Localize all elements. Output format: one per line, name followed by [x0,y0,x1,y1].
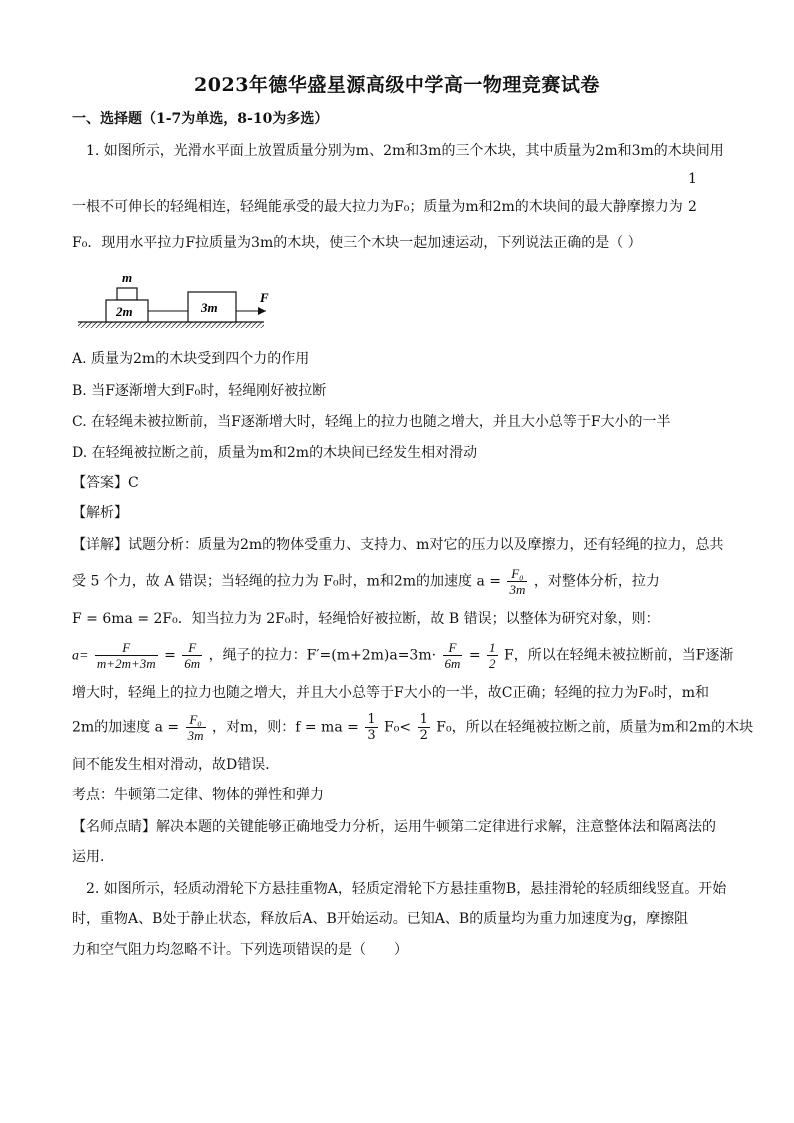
fraction-numerator: F [182,640,202,656]
detail-text: F₀，所以在轻绳被拉断之前，质量为m和2m的木块 [436,719,754,736]
q1-option-d: D. 在轻绳被拉断之前，质量为m和2m的木块间已经发生相对滑动 [72,445,478,461]
fraction-numerator: 1 [489,640,496,655]
ground-hatch [78,322,264,328]
fraction-numerator: F₀ [186,712,206,728]
fraction-denominator: 6m [184,656,201,671]
block-m [117,288,137,300]
fraction-numerator: F [443,640,463,656]
answer-tag: 【答案】 [72,475,128,491]
detail-line-2 [72,566,660,597]
detail-text: 受 5 个力，故 A 错误；当轻绳的拉力为 F₀时，m和2m的加速度 a = [72,573,502,590]
kaodian-line: 考点：牛顿第二定律、物体的弹性和弹力 [72,787,324,803]
label-F: F [260,290,269,305]
fraction-numerator: 1 [367,712,376,727]
tip-line-1: 【名师点睛】解决本题的关键能够正确地受力分析，运用牛顿第二定律进行求解，注意整体法和隔离法的 [72,819,716,835]
q1-figure [72,262,282,334]
fraction [418,712,430,743]
fraction-denominator: m+2m+3m [96,656,156,671]
fraction [443,640,463,671]
detail-line-4 [72,640,733,671]
detail-text: ，对整体分析，拉力 [533,573,660,590]
detail-text: F₀< [384,719,412,736]
q1-option-a: A. 质量为2m的木块受到四个力的作用 [72,351,310,367]
fraction-denominator: 3 [367,728,376,743]
fraction-denominator: 6m [444,656,461,671]
q1-half-fraction [688,170,697,216]
fraction-denominator: 3m [509,582,526,597]
q2-line-2: 时，重物A、B处于静止状态，释放后A、B开始运动。已知A、B的质量均为重力加速度为g，摩擦阻 [72,911,689,927]
fraction-numerator: 1 [688,171,697,187]
page-title: 2023年德华盛星源高级中学高一物理竞赛试卷 [194,74,600,96]
q1-stem-line-3: F₀．现用水平拉力F拉质量为3m的木块，使三个木块一起加速运动，下列说法正确的是（ ） [72,235,642,251]
tip-line-2: 运用． [72,849,114,865]
fraction-denominator: 2 [489,656,496,671]
fraction-denominator: 2 [688,199,697,215]
fraction-denominator: 2 [419,728,428,743]
detail-text: ，对m，则：f = ma = [211,719,359,736]
detail-line-1: 【详解】试题分析：质量为2m的物体受重力、支持力、m对它的压力以及摩擦力，还有轻绳的拉力，总共 [72,537,724,553]
detail-line-6 [72,712,753,743]
fraction [186,712,206,743]
label-3m: 3m [201,300,218,315]
detail-text: ，绳子的拉力：F′=(m+2m)a=3m· [208,647,437,664]
section-heading: 一、选择题（1-7为单选，8-10为多选） [72,111,329,127]
label-m: m [122,270,133,285]
q1-stem-line-2 [72,198,683,216]
fraction-numerator: 1 [419,712,428,727]
detail-text: a= [72,648,89,664]
detail-text: 2m的加速度 a = [72,719,180,736]
fraction [507,566,527,597]
detail-line-7: 间不能发生相对滑动，故D错误． [72,757,280,773]
detail-line-5: 增大时，轻绳上的拉力也随之增大，并且大小总等于F大小的一半，故C正确；轻绳的拉力为F₀时，m和 [72,685,710,701]
fraction-numerator: F [95,640,158,656]
q1-option-b: B. 当F逐渐增大到F₀时，轻绳刚好被拉断 [72,383,327,399]
q2-line-3: 力和空气阻力均忽略不计。下列选项错误的是（ ） [72,942,408,958]
force-arrowhead [258,307,266,315]
detail-text: = [468,647,481,664]
fraction [365,712,377,743]
label-2m: 2m [116,304,133,319]
detail-text: F，所以在轻绳未被拉断前，当F逐渐 [504,647,734,664]
detail-text: = [164,647,176,664]
q1-answer [72,474,139,492]
q2-line-1: 2. 如图所示，轻质动滑轮下方悬挂重物A，轻质定滑轮下方悬挂重物B，悬挂滑轮的轻质细线竖直。开始 [86,881,727,897]
q1-stem-line-1: 1. 如图所示，光滑水平面上放置质量分别为m、2m和3m的三个木块，其中质量为2m和3m的木块间用 [86,143,724,159]
fraction [487,640,498,671]
fraction [182,640,202,671]
fraction-numerator: F₀ [507,566,527,582]
q1-analysis-tag: 【解析】 [72,505,128,521]
q1-stem-text: 一根不可伸长的轻绳相连，轻绳能承受的最大拉力为F₀；质量为m和2m的木块间的最大静摩擦力为 [72,199,683,215]
q1-option-c: C. 在轻绳未被拉断前，当F逐渐增大时，轻绳上的拉力也随之增大，并且大小总等于F大小的一半 [72,414,671,430]
answer-value: C [128,475,139,491]
fraction-denominator: 3m [187,728,204,743]
fraction [95,640,158,671]
detail-line-3: F = 6ma = 2F₀．知当拉力为 2F₀时，轻绳恰好被拉断，故 B 错误；以整体为研究对象，则： [72,611,660,627]
